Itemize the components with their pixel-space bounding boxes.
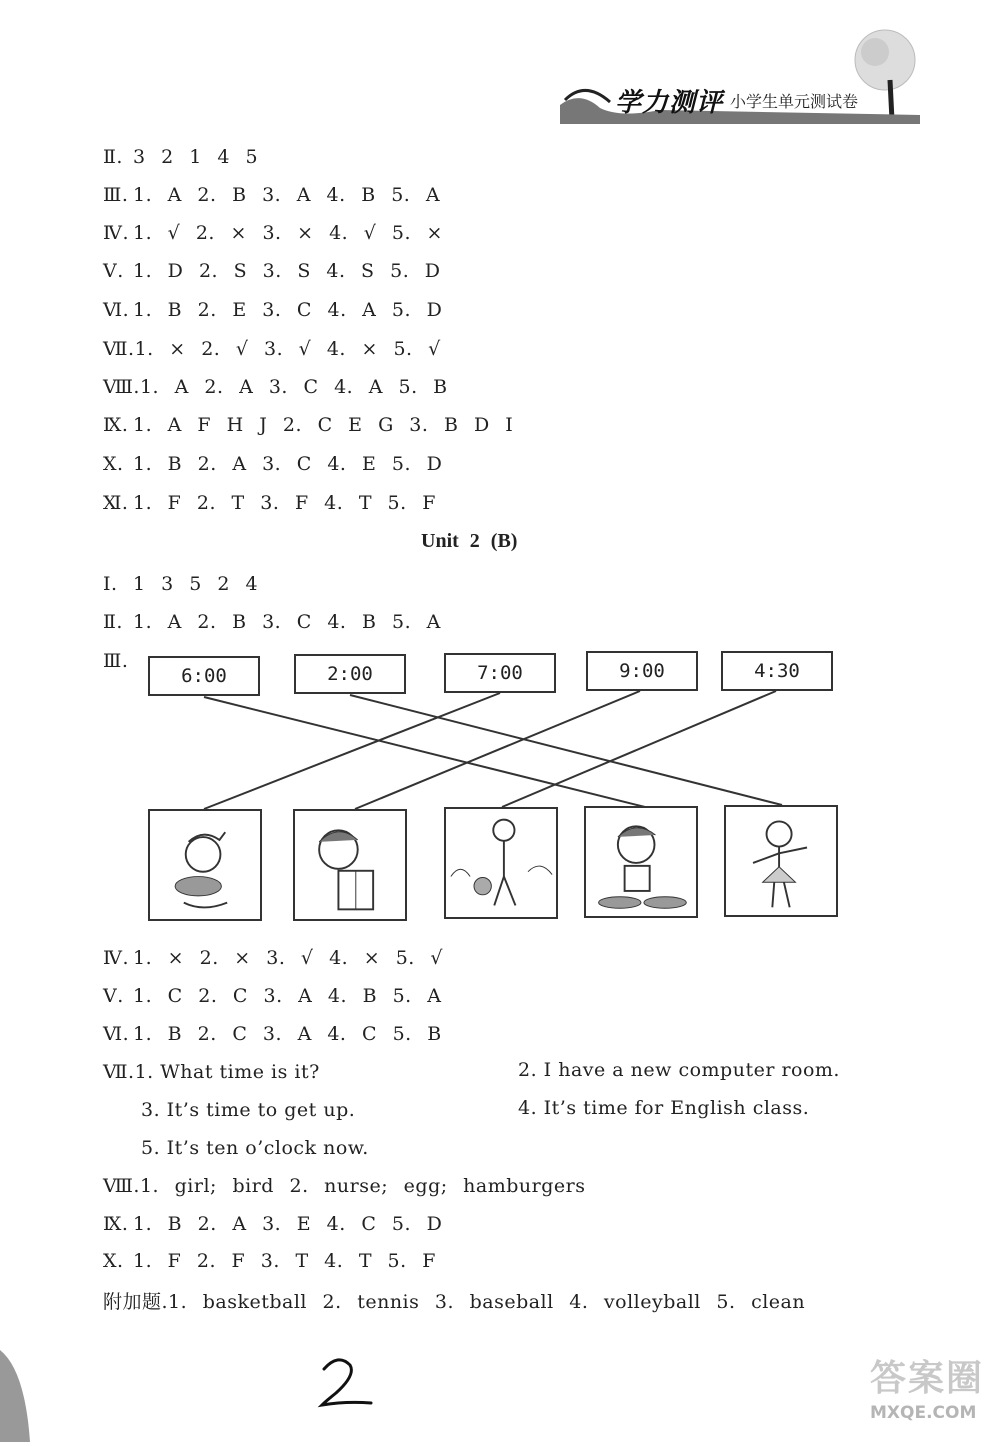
watermark [870,1350,995,1438]
answer-text: 1. F 2. T 3. F 4. T 5. F [133,492,436,514]
watermark-logo: 答案圈 [870,1358,985,1399]
answer-text: 1. B 2. C 3. A 4. C 5. B [133,1023,442,1045]
section-number: Ⅶ. [103,1061,135,1083]
time-box: 6:00 [148,656,260,696]
answer-line [518,1097,809,1119]
brand-title: 学力测评 [615,88,724,118]
answer-text: 1. × 2. × 3. √ 4. × 5. √ [133,947,443,969]
answer-line [518,1059,840,1081]
answer-text: 1. D 2. S 3. S 4. S 5. D [133,260,441,282]
answer-text: 1 3 5 2 4 [133,573,259,595]
section-number: Ⅸ. [103,1213,129,1235]
answer-line [141,1137,369,1159]
answer-text: 5. It’s ten o’clock now. [141,1137,369,1159]
answer-text: 3 2 1 4 5 [133,146,259,168]
answer-text: 1. × 2. √ 3. √ 4. × 5. √ [134,338,441,360]
section-number: Ⅱ. [103,146,123,168]
section-number: Ⅳ. [103,222,130,244]
answer-text: 3. It’s time to get up. [141,1099,356,1121]
answer-text: 1. B 2. E 3. C 4. A 5. D [133,299,443,321]
section-number: Ⅸ. [103,414,129,436]
section-number: Ⅳ. [103,947,130,969]
answer-text: 1. C 2. C 3. A 4. B 5. A [133,985,442,1007]
handwritten-page-number [316,1355,376,1414]
answer-text: 1. √ 2. × 3. × 4. √ 5. × [133,222,443,244]
section-number: Ⅹ. [103,1250,124,1272]
time-box: 7:00 [444,653,556,693]
picture-girl-lunch [584,806,698,918]
section-number: Ⅴ. [103,985,124,1007]
answer-line [103,1061,320,1083]
picture-girl-basketball [444,807,558,919]
answer-text: 1. F 2. F 3. T 4. T 5. F [133,1250,436,1272]
answer-line [103,985,441,1007]
section-number: Ⅱ. [103,611,123,633]
answer-line [141,1099,355,1121]
section-number: Ⅷ. [103,1175,140,1197]
section-number: Ⅺ. [103,492,129,514]
section-number: Ⅰ. [103,573,118,595]
section-number: Ⅵ. [103,1023,130,1045]
answer-text: 1. A 2. A 3. C 4. A 5. B [139,376,448,398]
section-number: Ⅲ. [103,184,129,206]
answer-line [103,1287,805,1314]
corner-decoration [0,1340,40,1442]
answer-text: 1. girl; bird 2. nurse; egg; hamburgers [139,1175,586,1197]
answer-text: 2. I have a new computer room. [518,1059,840,1081]
watermark-url: MXQE.COM [870,1403,977,1423]
picture-boy-reading [293,809,407,921]
answer-line [103,1023,442,1045]
answer-text: 4. It’s time for English class. [518,1097,810,1119]
section-number: Ⅴ. [103,260,124,282]
time-box: 4:30 [721,651,833,691]
section-number: Ⅷ. [103,376,140,398]
section-number: Ⅵ. [103,299,130,321]
header-subtitle: 小学生单元测试卷 [730,92,859,111]
picture-girl-dancing [724,805,838,917]
section-number: Ⅲ. [103,650,129,672]
answer-text: 1. B 2. A 3. E 4. C 5. D [133,1213,443,1235]
picture-girl-eating-cake [148,809,262,921]
answer-text: 1. A F H J 2. C E G 3. B D I [133,414,514,436]
answer-line [103,1175,585,1197]
answer-text: 1. basketball 2. tennis 3. baseball 4. volleyball 5. clean [168,1291,806,1313]
time-box: 2:00 [294,654,406,694]
unit-title: Unit 2 (B) [421,530,518,552]
section-number: 附加题. [103,1291,169,1313]
answer-text: 1. A 2. B 3. C 4. B 5. A [133,611,441,633]
answer-text: 1. A 2. B 3. A 4. B 5. A [133,184,441,206]
answer-text: 1. What time is it? [134,1061,320,1083]
answer-line [103,1250,436,1272]
section-number: Ⅶ. [103,338,135,360]
answer-line [103,947,443,969]
time-box: 9:00 [586,651,698,691]
section-number: Ⅹ. [103,453,124,475]
answer-text: 1. B 2. A 3. C 4. E 5. D [133,453,443,475]
answer-line [103,1213,442,1235]
